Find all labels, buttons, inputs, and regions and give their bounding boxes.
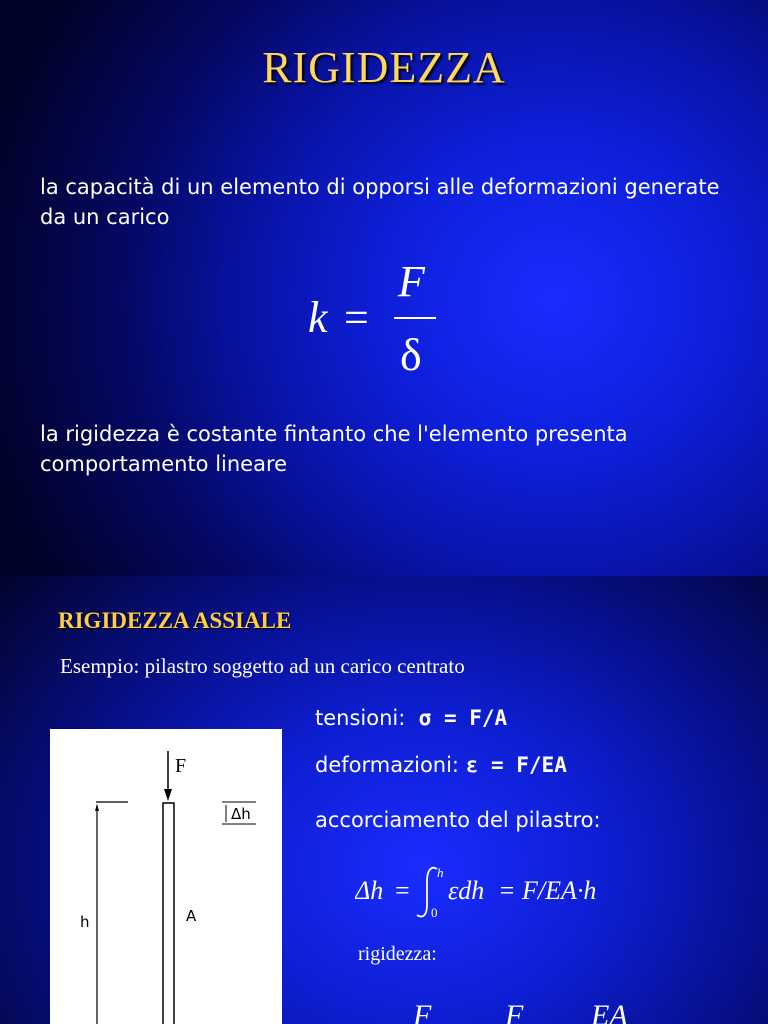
column-body: [163, 803, 174, 1024]
force-label: F: [175, 755, 187, 777]
slide-subtitle: RIGIDEZZA ASSIALE: [58, 608, 292, 633]
integral-lhs: Δh: [355, 876, 384, 905]
integral-rhs: = F/EA·h: [498, 876, 597, 905]
deformations-line: [315, 753, 567, 777]
formula-equals: =: [344, 293, 369, 342]
height-label: h: [80, 913, 90, 931]
axial-stiffness-formula: [355, 991, 655, 1024]
slide-rigidezza-assiale: [0, 576, 768, 1024]
force-arrow-head: [164, 789, 172, 801]
integral-upper: h: [437, 865, 444, 880]
stiffness-f1: F: [413, 999, 432, 1024]
shortening-label: accorciamento del pilastro:: [315, 808, 601, 832]
example-text: Esempio: pilastro soggetto ad un carico centrato: [60, 654, 465, 678]
tensions-label: tensioni:: [315, 706, 406, 730]
column-diagram: [50, 729, 282, 1024]
linearity-note: la rigidezza è costante fintanto che l'elemento presenta comportamento lineare: [40, 422, 628, 476]
height-arrow-head: [95, 804, 99, 811]
stiffness-f2: F: [505, 999, 524, 1024]
definition-text: la capacità di un elemento di opporsi alle deformazioni generate da un carico: [40, 175, 720, 229]
stiffness-ea: EA: [591, 999, 628, 1024]
formula-numerator: F: [398, 257, 425, 306]
tensions-formula: σ = F/A: [418, 706, 508, 730]
delta-label: Δh: [231, 805, 251, 823]
integral-integrand: εdh: [448, 876, 485, 905]
shortening-formula: [355, 861, 655, 921]
stiffness-label: rigidezza:: [358, 943, 437, 965]
deformations-label: deformazioni:: [315, 753, 460, 777]
deformations-formula: ε = F/EA: [465, 753, 567, 777]
tensions-line: [315, 706, 507, 730]
integral-lower: 0: [431, 905, 438, 920]
area-label: A: [186, 907, 197, 925]
formula-lhs: k: [308, 293, 328, 342]
stiffness-formula: [300, 250, 460, 380]
formula-denominator: δ: [400, 329, 422, 380]
integral-eq: =: [395, 876, 410, 905]
slide-title: RIGIDEZZA: [262, 43, 506, 92]
